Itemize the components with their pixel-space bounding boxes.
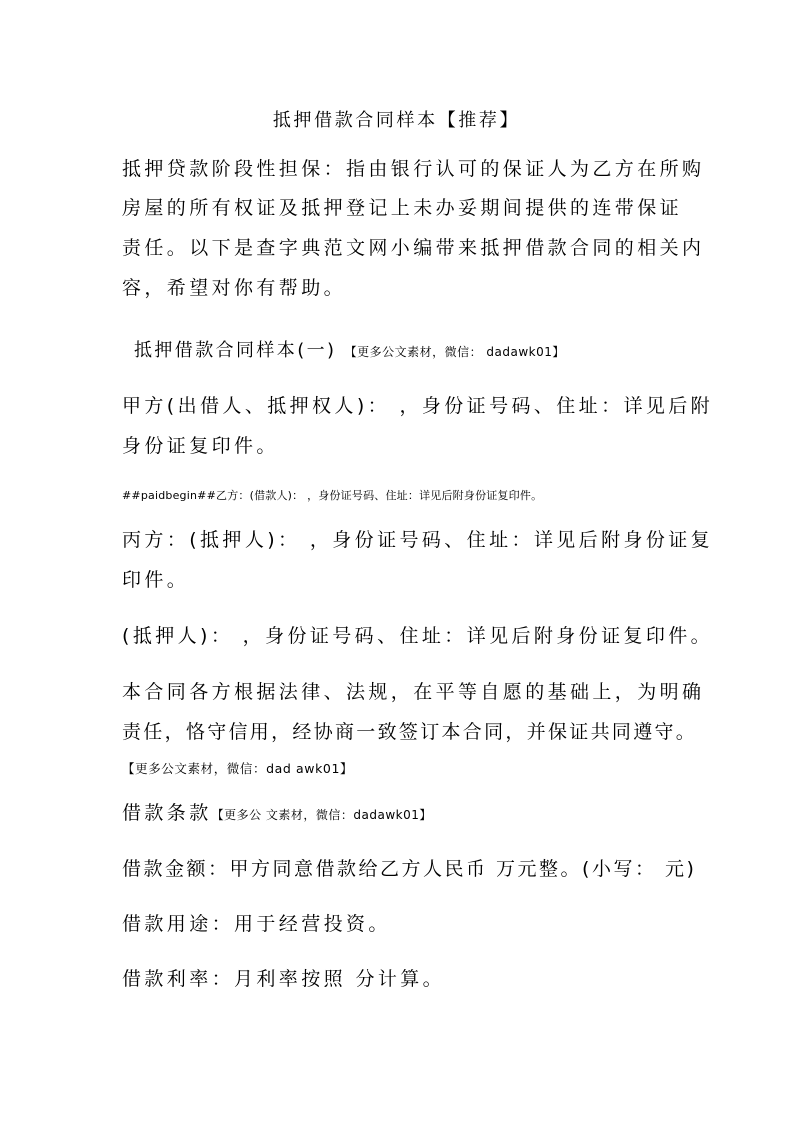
intro-line-1: 抵押贷款阶段性担保：指由银行认可的保证人为乙方在所购 bbox=[122, 158, 705, 180]
party-c-line-2: 印件。 bbox=[122, 569, 190, 591]
mortgagor-line: (抵押人)： ，身份证号码、住址：详见后附身份证复印件。 bbox=[122, 625, 714, 647]
party-a-line-2: 身份证复印件。 bbox=[122, 435, 279, 457]
loan-amount-line: 借款金额：甲方同意借款给乙方人民币 万元整。(小写： 元) bbox=[122, 858, 697, 880]
agreement-line-1: 本合同各方根据法律、法规，在平等自愿的基础上，为明确 bbox=[122, 681, 705, 703]
party-c-line-1: 丙方：(抵押人)： ，身份证号码、住址：详见后附身份证复 bbox=[122, 529, 714, 551]
section-1-title: 抵押借款合同样本(一) bbox=[134, 340, 345, 361]
document-title: 抵押借款合同样本【推荐】 bbox=[272, 110, 521, 131]
loan-terms-heading bbox=[122, 804, 432, 823]
agreement-note: 【更多公文素材，微信：dad awk01】 bbox=[122, 761, 354, 776]
loan-purpose-line: 借款用途：用于经营投资。 bbox=[122, 913, 391, 935]
intro-line-2: 房屋的所有权证及抵押登记上未办妥期间提供的连带保证 bbox=[122, 197, 683, 219]
loan-terms-title: 借款条款 bbox=[122, 802, 212, 824]
intro-line-3: 责任。以下是查字典范文网小编带来抵押借款合同的相关内 bbox=[122, 237, 705, 259]
loan-rate-line: 借款利率：月利率按照 分计算。 bbox=[122, 968, 446, 990]
section-1-note: 【更多公文素材，微信： dadawk01】 bbox=[344, 345, 565, 359]
party-b-line: ##paidbegin##乙方：(借款人)： ，身份证号码、住址：详见后附身份证复印件。 bbox=[122, 489, 543, 502]
loan-terms-note: 【更多公 文素材，微信：dadawk01】 bbox=[211, 808, 432, 822]
intro-line-4: 容，希望对你有帮助。 bbox=[122, 277, 347, 299]
agreement-line-2: 责任，恪守信用，经协商一致签订本合同，并保证共同遵守。 bbox=[122, 721, 698, 743]
party-a-line-1: 甲方(出借人、抵押权人)： ，身份证号码、住址：详见后附 bbox=[122, 395, 714, 417]
section-1-heading bbox=[134, 342, 565, 360]
